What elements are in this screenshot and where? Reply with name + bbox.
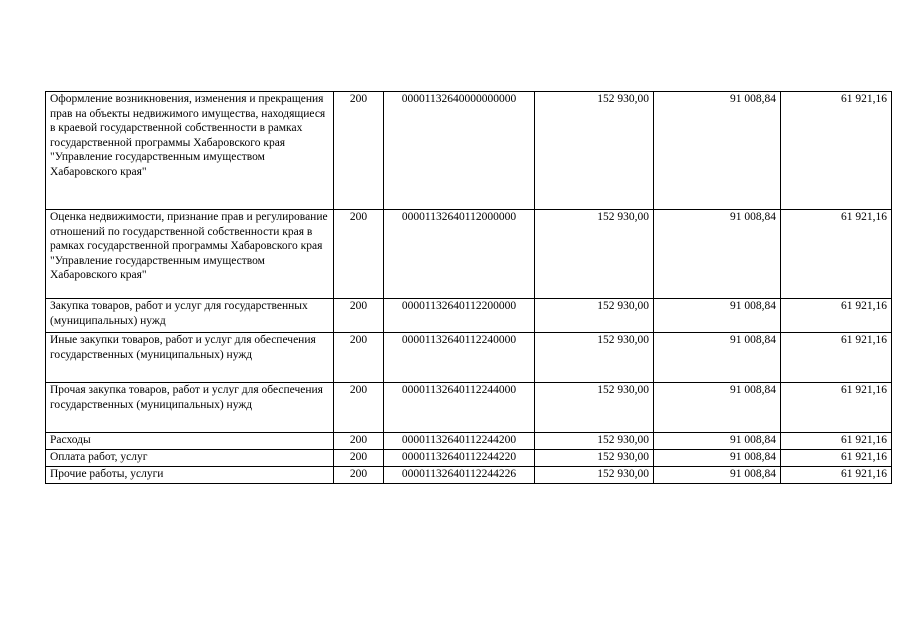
row-name: Закупка товаров, работ и услуг для государственных (муниципальных) нужд <box>46 299 334 333</box>
row-remaining-amount: 61 921,16 <box>781 450 892 467</box>
row-approved-amount: 152 930,00 <box>535 299 654 333</box>
row-executed-amount: 91 008,84 <box>654 333 781 383</box>
row-approved-amount: 152 930,00 <box>535 210 654 299</box>
row-remaining-amount: 61 921,16 <box>781 433 892 450</box>
row-classification-code: 00001132640112200000 <box>384 299 535 333</box>
table-row <box>46 210 892 299</box>
row-classification-code: 00001132640000000000 <box>384 92 535 210</box>
row-code: 200 <box>334 450 384 467</box>
row-remaining-amount: 61 921,16 <box>781 333 892 383</box>
row-executed-amount: 91 008,84 <box>654 92 781 210</box>
row-approved-amount: 152 930,00 <box>535 383 654 433</box>
table-row <box>46 333 892 383</box>
row-remaining-amount: 61 921,16 <box>781 467 892 484</box>
row-approved-amount: 152 930,00 <box>535 467 654 484</box>
row-remaining-amount: 61 921,16 <box>781 299 892 333</box>
table-row <box>46 92 892 210</box>
row-classification-code: 00001132640112244220 <box>384 450 535 467</box>
table-row <box>46 299 892 333</box>
table-row <box>46 433 892 450</box>
table-row <box>46 450 892 467</box>
row-executed-amount: 91 008,84 <box>654 433 781 450</box>
row-code: 200 <box>334 92 384 210</box>
row-classification-code: 00001132640112244226 <box>384 467 535 484</box>
row-executed-amount: 91 008,84 <box>654 210 781 299</box>
row-remaining-amount: 61 921,16 <box>781 92 892 210</box>
row-classification-code: 00001132640112244000 <box>384 383 535 433</box>
row-classification-code: 00001132640112240000 <box>384 333 535 383</box>
row-code: 200 <box>334 333 384 383</box>
row-approved-amount: 152 930,00 <box>535 450 654 467</box>
row-executed-amount: 91 008,84 <box>654 383 781 433</box>
row-approved-amount: 152 930,00 <box>535 92 654 210</box>
row-classification-code: 00001132640112000000 <box>384 210 535 299</box>
row-classification-code: 00001132640112244200 <box>384 433 535 450</box>
row-code: 200 <box>334 299 384 333</box>
row-name: Иные закупки товаров, работ и услуг для обеспечения государственных (муниципальных) нужд <box>46 333 334 383</box>
row-executed-amount: 91 008,84 <box>654 299 781 333</box>
row-code: 200 <box>334 210 384 299</box>
row-name: Прочие работы, услуги <box>46 467 334 484</box>
row-code: 200 <box>334 433 384 450</box>
row-approved-amount: 152 930,00 <box>535 433 654 450</box>
row-name: Прочая закупка товаров, работ и услуг для обеспечения государственных (муниципальных) нужд <box>46 383 334 433</box>
row-remaining-amount: 61 921,16 <box>781 210 892 299</box>
budget-table <box>45 91 892 484</box>
row-code: 200 <box>334 467 384 484</box>
row-executed-amount: 91 008,84 <box>654 467 781 484</box>
row-name: Расходы <box>46 433 334 450</box>
row-code: 200 <box>334 383 384 433</box>
table-row <box>46 467 892 484</box>
row-remaining-amount: 61 921,16 <box>781 383 892 433</box>
row-name: Оформление возникновения, изменения и прекращения прав на объекты недвижимого имущества, находящиеся в краевой государственной собственности в рамках государственной программы Хабаровского края "Управление государственным имуществом Хабаровского края" <box>46 92 334 210</box>
row-approved-amount: 152 930,00 <box>535 333 654 383</box>
row-name: Оценка недвижимости, признание прав и регулирование отношений по государственной собственности края в рамках государственной программы Хабаровского края "Управление государственным имуществом Хабаровского края" <box>46 210 334 299</box>
row-name: Оплата работ, услуг <box>46 450 334 467</box>
table-row <box>46 383 892 433</box>
row-executed-amount: 91 008,84 <box>654 450 781 467</box>
